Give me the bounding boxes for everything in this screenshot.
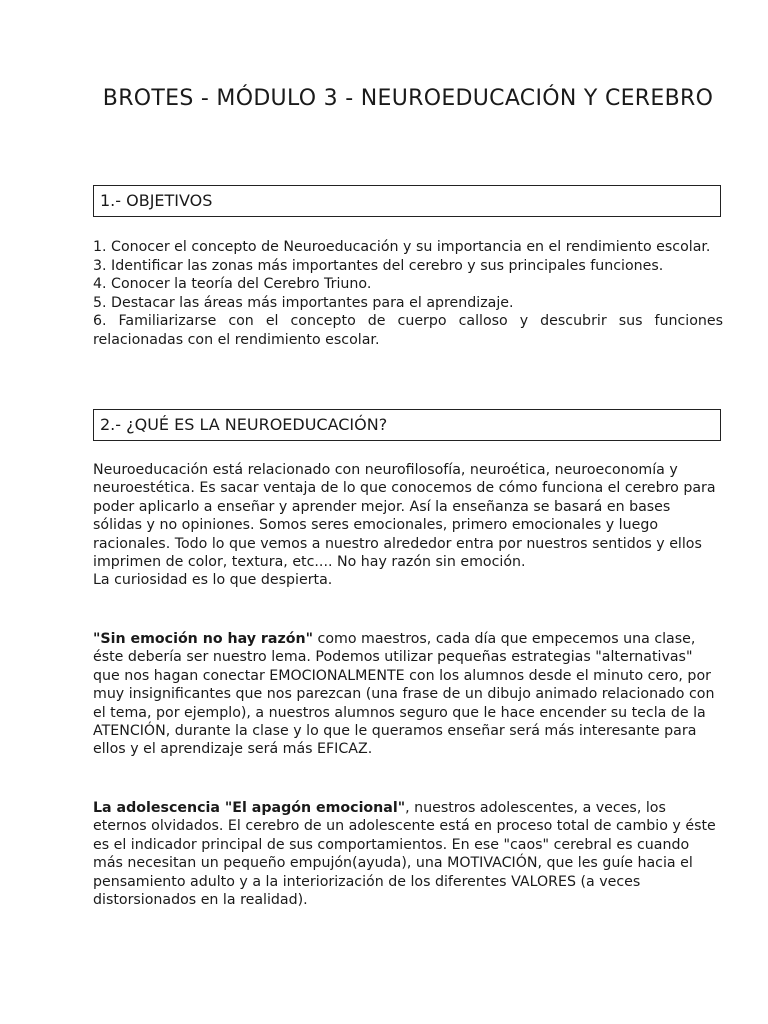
bold-phrase: "Sin emoción no hay razón" — [93, 631, 314, 647]
document-title: BROTES - MÓDULO 3 - NEUROEDUCACIÓN Y CEREBRO — [102, 86, 714, 111]
objective-item: 1. Conocer el concepto de Neuroeducación y su importancia en el rendimiento escolar. — [93, 239, 711, 255]
objective-item: 6. Familiarizarse con el concepto de cuerpo calloso y descubrir sus funciones relacionadas con el rendimiento escolar. — [93, 313, 723, 348]
paragraph-sin-emocion — [93, 630, 723, 759]
paragraph-text: La curiosidad es lo que despierta. — [93, 572, 333, 589]
bold-phrase: La adolescencia "El apagón emocional" — [93, 800, 406, 816]
objective-item: 3. Identificar las zonas más importantes del cerebro y sus principales funciones. — [93, 257, 664, 274]
paragraph-text: como maestros, cada día que empecemos una clase, éste debería ser nuestro lema. Podemos utilizar pequeñas estrategias "alternativas" que nos hagan conectar EMOCIONALMENTE con los alumnos desde el minuto cero, por muy insignificantes que nos parezcan (una frase de un dibujo animado relacionado con el tema, por ejemplo), a nuestros alumnos seguro que le hace encender su tecla de la ATENCIÓN, durante la clase y lo que le queramos enseñar será más interesante para ellos y el aprendizaje será más EFICAZ. — [93, 631, 715, 758]
paragraph-neuroeducacion — [93, 461, 723, 590]
section-heading-objetivos: 1.- OBJETIVOS — [93, 185, 721, 217]
objective-item: 5. Destacar las áreas más importantes para el aprendizaje. — [93, 294, 514, 311]
objective-item: 4. Conocer la teoría del Cerebro Triuno. — [93, 276, 372, 293]
section-heading-neuroeducacion: 2.- ¿QUÉ ES LA NEUROEDUCACIÓN? — [93, 409, 721, 441]
paragraph-text: Neuroeducación está relacionado con neurofilosofía, neuroética, neuroeconomía y neuroestética. Es sacar ventaja de lo que conocemos de cómo funciona el cerebro para poder aplicarlo a enseñar y aprender mejor. Así la enseñanza se basará en bases sólidas y no opiniones. Somos seres emocionales, primero emocionales y luego racionales. Todo lo que vemos a nuestro alrededor entra por nuestros sentidos y ellos imprimen de color, textura, etc.... No hay razón sin emoción. — [93, 462, 716, 571]
paragraph-text: , nuestros adolescentes, a veces, los eternos olvidados. El cerebro de un adolescente está en proceso total de cambio y éste es el indicador principal de sus comportamientos. En ese "caos" cerebral es cuando más necesitan un pequeño empujón(ayuda), una MOTIVACIÓN, que les guíe hacia el pensamiento adulto y a la interiorización de los diferentes VALORES (a veces distorsionados en la realidad). — [93, 800, 716, 909]
objectives-list — [93, 238, 723, 350]
paragraph-adolescencia — [93, 799, 723, 909]
